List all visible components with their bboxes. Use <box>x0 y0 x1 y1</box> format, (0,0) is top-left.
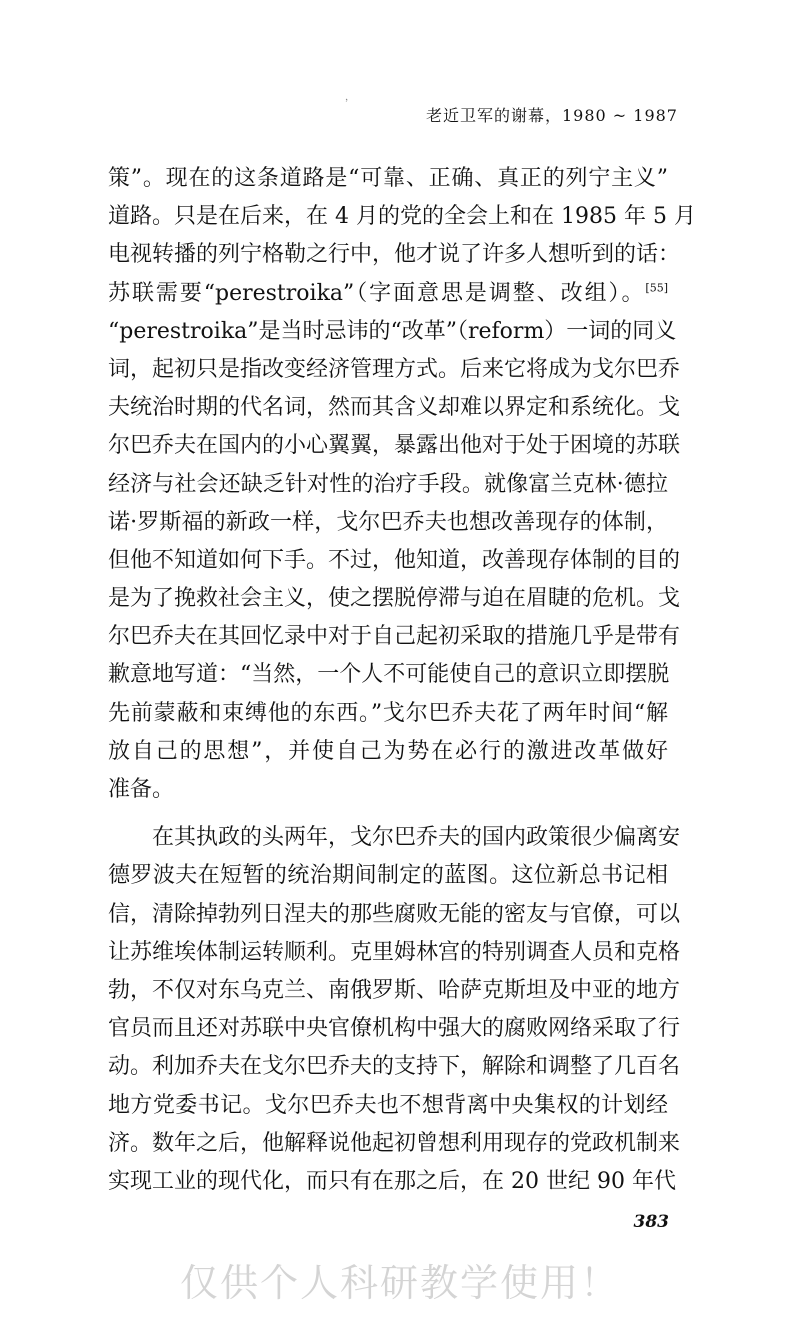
text-line: “perestroika”是当时忌讳的“改革”（reform）一词的同义 <box>108 318 677 344</box>
text-line: 实现工业的现代化，而只有在那之后，在 20 世纪 90 年代 <box>108 1168 676 1194</box>
text-line: 动。利加乔夫在戈尔巴乔夫的支持下，解除和调整了几百名 <box>108 1054 681 1080</box>
text-line: 官员而且还对苏联中央官僚机构中强大的腐败网络采取了行 <box>108 1016 681 1042</box>
text-line: 勃，不仅对东乌克兰、南俄罗斯、哈萨克斯坦及中亚的地方 <box>108 977 681 1003</box>
text-line: 德罗波夫在短暂的统治期间制定的蓝图。这位新总书记相 <box>108 863 668 889</box>
text-line: 尔巴乔夫在国内的小心翼翼，暴露出他对于处于困境的苏联 <box>108 433 681 459</box>
text-line: 电视转播的列宁格勒之行中，他才说了许多人想听到的话： <box>108 242 681 268</box>
header-mark: ， <box>345 92 355 103</box>
running-header: 老近卫军的谢幕，1980 ~ 1987 <box>425 106 678 125</box>
text-line: 经济与社会还缺乏针对性的治疗手段。就像富兰克林·德拉 <box>108 471 668 497</box>
text-line: 策”。现在的这条道路是“可靠、正确、真正的列宁主义” <box>108 166 668 191</box>
text-line: 准备。 <box>108 777 175 802</box>
text-line-with-footnote <box>108 275 668 313</box>
text-line: 但他不知道如何下手。不过，他知道，改善现存体制的目的 <box>108 547 681 573</box>
text-line: 是为了挽救社会主义，使之摆脱停滞与迫在眉睫的危机。戈 <box>108 586 681 612</box>
text-line: 在其执政的头两年，戈尔巴乔夫的国内政策很少偏离安 <box>152 825 681 851</box>
text-line: 诺·罗斯福的新政一样，戈尔巴乔夫也想改善现存的体制， <box>108 509 668 535</box>
text-line: 信，清除掉勃列日涅夫的那些腐败无能的密友与官僚，可以 <box>108 901 681 927</box>
body-text <box>108 160 696 1201</box>
text-line: 先前蒙蔽和束缚他的东西。”戈尔巴乔夫花了两年时间“解 <box>108 700 668 726</box>
text-line: 济。数年之后，他解释说他起初曾想利用现存的党政机制来 <box>108 1130 681 1156</box>
paragraph-gap <box>108 809 668 819</box>
text-line: 词，起初只是指改变经济管理方式。后来它将成为戈尔巴乔 <box>108 356 681 382</box>
page-number: 383 <box>633 1212 669 1232</box>
text-segment: 苏联需要“perestroika”（字面意思是调整、改组）。 <box>108 280 646 306</box>
text-line: 尔巴乔夫在其回忆录中对于自己起初采取的措施几乎是带有 <box>108 624 681 650</box>
text-line: 道路。只是在后来，在 4 月的党的全会上和在 1985 年 5 月 <box>108 204 696 230</box>
text-line: 地方党委书记。戈尔巴乔夫也不想背离中央集权的计划经 <box>108 1092 668 1118</box>
text-line: 夫统治时期的代名词，然而其含义却难以界定和系统化。戈 <box>108 395 681 421</box>
watermark: 仅供个人科研教学使用！ <box>179 1261 620 1305</box>
text-line: 歉意地写道：“当然，一个人不可能使自己的意识立即摆脱 <box>108 662 670 688</box>
text-line: 让苏维埃体制运转顺利。克里姆林宫的特别调查人员和克格 <box>108 939 681 965</box>
footnote-reference[interactable]: [55] <box>645 281 668 295</box>
text-line: 放自己的思想”，并使自己为势在必行的激进改革做好 <box>108 738 668 764</box>
